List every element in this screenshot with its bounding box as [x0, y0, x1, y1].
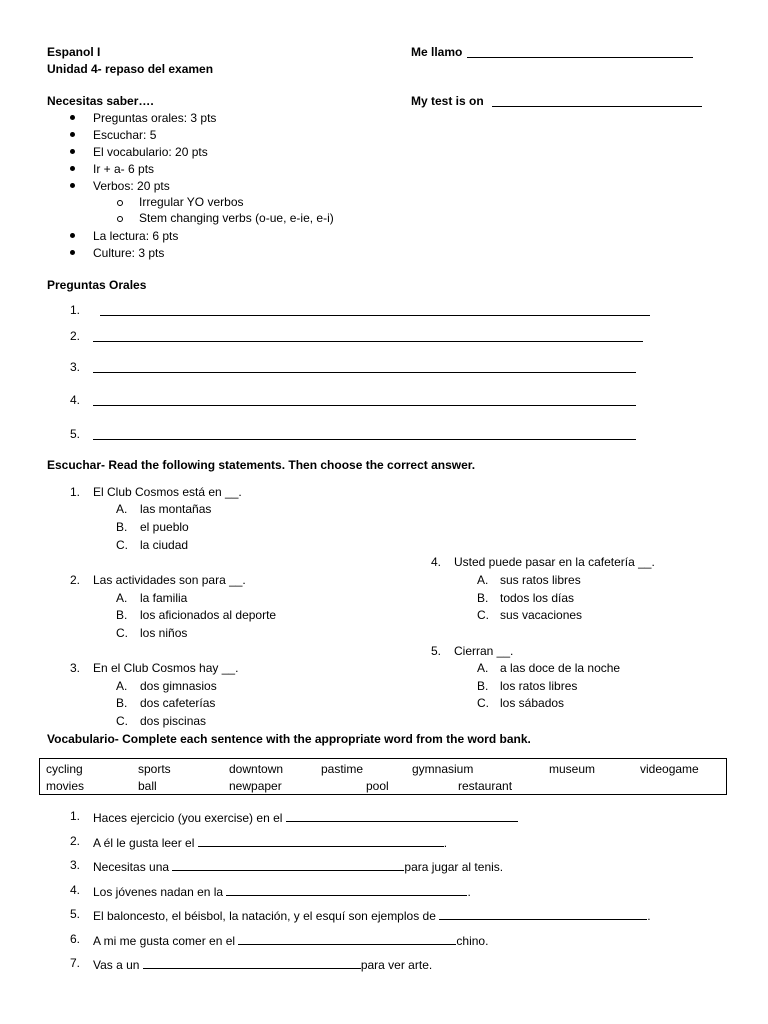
- sentence-after: para jugar al tenis.: [404, 860, 504, 874]
- option-text: la familia: [140, 591, 188, 605]
- oral-number: 3.: [70, 360, 81, 374]
- option-letter[interactable]: B.: [116, 608, 128, 622]
- sentence: [93, 957, 432, 971]
- option-text: dos gimnasios: [140, 679, 217, 693]
- sentence-blank[interactable]: [143, 957, 361, 969]
- sentence-number: 4.: [70, 883, 81, 897]
- sentence: [93, 933, 488, 947]
- sentence-blank[interactable]: [226, 884, 467, 896]
- sentence-blank[interactable]: [238, 933, 456, 945]
- option-letter[interactable]: B.: [477, 591, 489, 605]
- sentence-number: 6.: [70, 932, 81, 946]
- bullet-icon: [70, 250, 75, 255]
- need-item: La lectura: 6 pts: [93, 229, 179, 243]
- question-number: 3.: [70, 661, 81, 675]
- sentence-number: 1.: [70, 809, 81, 823]
- sentence: [93, 884, 471, 898]
- option-letter[interactable]: A.: [477, 573, 489, 587]
- question-number: 1.: [70, 485, 81, 499]
- sentence: [93, 810, 518, 824]
- option-text: los aficionados al deporte: [140, 608, 277, 622]
- oral-heading: Preguntas Orales: [47, 278, 147, 292]
- sentence-blank[interactable]: [172, 859, 404, 871]
- word-bank-item: cycling: [46, 762, 83, 776]
- option-text: los ratos libres: [500, 679, 578, 693]
- need-to-know-heading: Necesitas saber….: [47, 94, 154, 108]
- option-text: todos los días: [500, 591, 575, 605]
- bullet-icon: [70, 149, 75, 154]
- option-text: dos piscinas: [140, 714, 207, 728]
- sentence-number: 3.: [70, 858, 81, 872]
- sentence-after: chino.: [456, 934, 489, 948]
- sentence-after: .: [647, 909, 651, 923]
- option-letter[interactable]: C.: [116, 538, 128, 552]
- option-letter[interactable]: A.: [116, 679, 128, 693]
- vocab-heading: Vocabulario- Complete each sentence with the appropriate word from the word bank.: [47, 732, 531, 746]
- option-text: sus ratos libres: [500, 573, 581, 587]
- need-item: Ir + a- 6 pts: [93, 162, 155, 176]
- sentence: [93, 908, 651, 922]
- option-text: sus vacaciones: [500, 608, 583, 622]
- sentence-blank[interactable]: [439, 908, 647, 920]
- option-text: los niños: [140, 626, 188, 640]
- oral-number: 5.: [70, 427, 81, 441]
- option-letter[interactable]: C.: [116, 714, 128, 728]
- unit-title: Unidad 4- repaso del examen: [47, 62, 214, 76]
- option-letter[interactable]: B.: [116, 696, 128, 710]
- need-item: Culture: 3 pts: [93, 246, 165, 260]
- verb-subitem: Irregular YO verbos: [139, 195, 244, 209]
- sentence-before: Los jóvenes nadan en la: [93, 885, 224, 899]
- sentence-number: 2.: [70, 834, 81, 848]
- sentence-after: para ver arte.: [360, 958, 433, 972]
- sentence-number: 5.: [70, 907, 81, 921]
- oral-answer-line[interactable]: [93, 372, 636, 373]
- sentence-before: Haces ejercicio (you exercise) en el: [93, 811, 283, 825]
- word-bank-item: museum: [549, 762, 596, 776]
- question-text: En el Club Cosmos hay __.: [93, 661, 239, 675]
- bullet-icon: [70, 115, 75, 120]
- sentence-after: .: [443, 836, 448, 850]
- option-text: dos cafeterías: [140, 696, 216, 710]
- oral-number: 1.: [70, 303, 81, 317]
- word-bank-item: movies: [46, 779, 85, 793]
- question-number: 2.: [70, 573, 81, 587]
- name-blank[interactable]: [467, 57, 693, 58]
- sentence-before: Vas a un: [93, 958, 140, 972]
- option-text: la ciudad: [140, 538, 189, 552]
- need-item: El vocabulario: 20 pts: [93, 145, 208, 159]
- sentence-number: 7.: [70, 956, 81, 970]
- verb-subitem: Stem changing verbs (o-ue, e-ie, e-i): [139, 211, 334, 225]
- word-bank-item: newpaper: [229, 779, 282, 793]
- sentence-blank[interactable]: [286, 810, 518, 822]
- option-letter[interactable]: C.: [477, 696, 489, 710]
- oral-number: 4.: [70, 393, 81, 407]
- option-letter[interactable]: C.: [116, 626, 128, 640]
- test-date-blank[interactable]: [492, 106, 702, 107]
- course-title: Espanol I: [47, 45, 101, 59]
- sentence: [93, 859, 503, 873]
- question-number: 5.: [431, 644, 442, 658]
- need-item: Escuchar: 5: [93, 128, 157, 142]
- name-label: Me llamo: [411, 45, 463, 59]
- option-text: a las doce de la noche: [500, 661, 621, 675]
- question-number: 4.: [431, 555, 442, 569]
- sentence-after: .: [467, 885, 471, 899]
- need-item: Preguntas orales: 3 pts: [93, 111, 217, 125]
- word-bank-item: sports: [138, 762, 171, 776]
- test-date-label: My test is on: [411, 94, 484, 108]
- circle-bullet-icon: [117, 216, 123, 222]
- oral-answer-line[interactable]: [100, 315, 650, 316]
- word-bank-item: videogame: [640, 762, 699, 776]
- option-text: las montañas: [140, 502, 212, 516]
- bullet-icon: [70, 166, 75, 171]
- sentence-before: A mi me gusta comer en el: [93, 934, 236, 948]
- word-bank-item: downtown: [229, 762, 284, 776]
- oral-answer-line[interactable]: [93, 439, 636, 440]
- question-text: El Club Cosmos está en __.: [93, 485, 242, 499]
- option-text: los sábados: [500, 696, 565, 710]
- listening-heading: Escuchar- Read the following statements. Then choose the correct answer.: [47, 458, 476, 472]
- sentence-before: El baloncesto, el béisbol, la natación, y el esquí son ejemplos de: [93, 909, 436, 923]
- word-bank-item: pastime: [321, 762, 364, 776]
- question-text: Usted puede pasar en la cafetería __.: [454, 555, 655, 569]
- option-letter[interactable]: A.: [116, 591, 128, 605]
- oral-number: 2.: [70, 329, 81, 343]
- sentence-before: A él le gusta leer el: [93, 836, 195, 850]
- word-bank-item: restaurant: [458, 779, 513, 793]
- option-letter[interactable]: B.: [116, 520, 128, 534]
- oral-answer-line[interactable]: [93, 341, 643, 342]
- option-letter[interactable]: A.: [116, 502, 128, 516]
- need-item: Verbos: 20 pts: [93, 179, 170, 193]
- word-bank-item: gymnasium: [412, 762, 474, 776]
- bullet-icon: [70, 233, 75, 238]
- question-text: Cierran __.: [454, 644, 514, 658]
- option-letter[interactable]: C.: [477, 608, 489, 622]
- option-text: el pueblo: [140, 520, 189, 534]
- oral-answer-line[interactable]: [93, 405, 636, 406]
- word-bank-item: pool: [366, 779, 389, 793]
- option-letter[interactable]: A.: [477, 661, 489, 675]
- circle-bullet-icon: [117, 200, 123, 206]
- word-bank-item: ball: [138, 779, 157, 793]
- bullet-icon: [70, 183, 75, 188]
- sentence-before: Necesitas una: [93, 860, 170, 874]
- question-text: Las actividades son para __.: [93, 573, 246, 587]
- sentence-blank[interactable]: [198, 835, 444, 847]
- option-letter[interactable]: B.: [477, 679, 489, 693]
- bullet-icon: [70, 132, 75, 137]
- sentence: [93, 835, 447, 849]
